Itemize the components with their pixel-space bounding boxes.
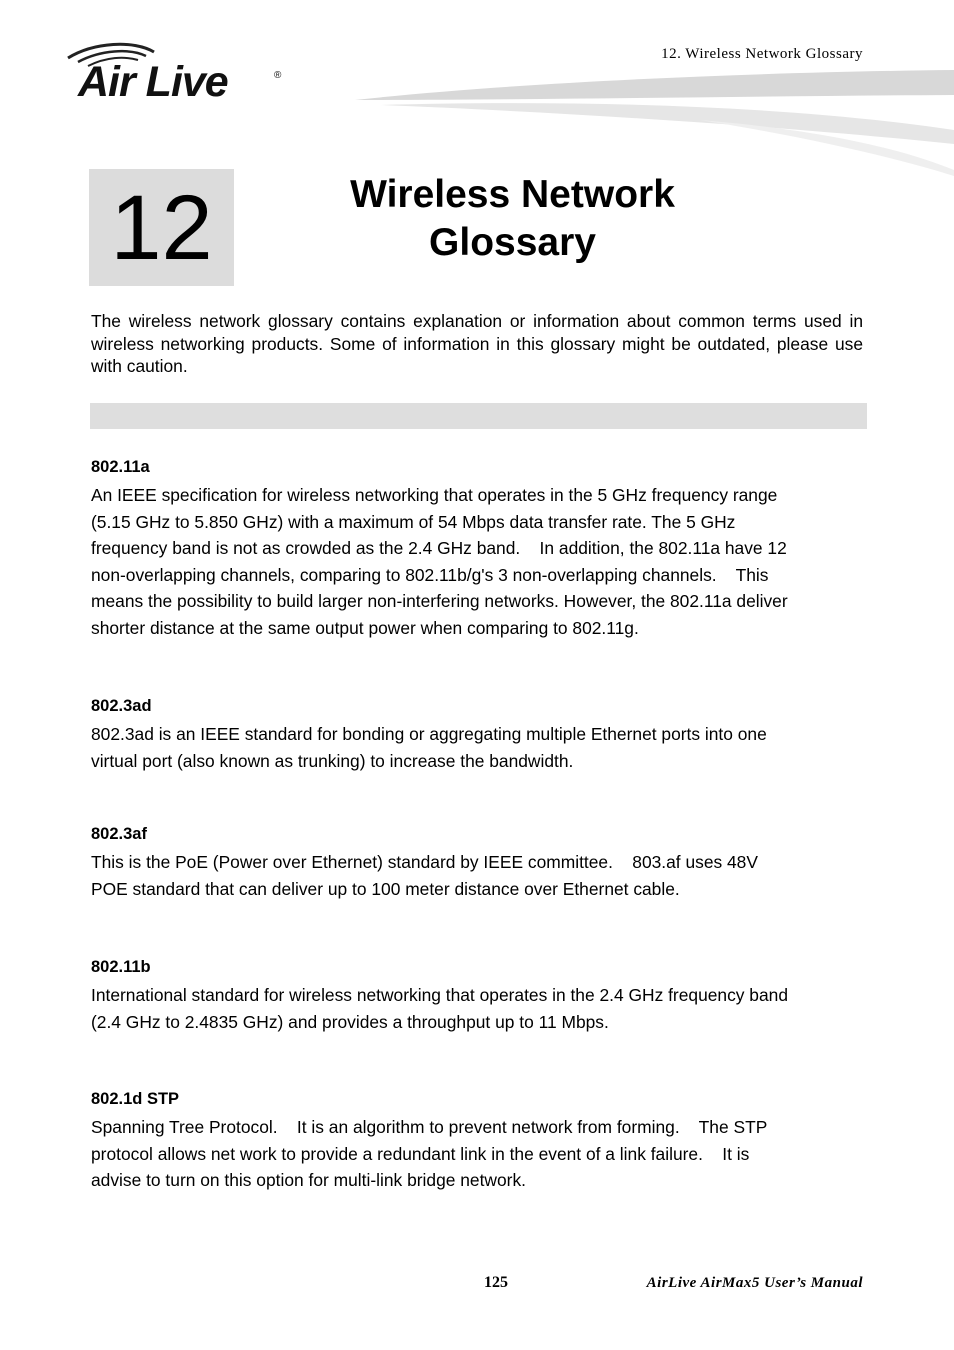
glossary-entry (91, 695, 881, 774)
chapter-number: 12 (110, 176, 213, 279)
airlive-logo (62, 40, 292, 106)
glossary-definition: An IEEE specification for wireless networking that operates in the 5 GHz frequency range (5.15 GHz to 5.850 GHz) with a maximum of 54 Mbps data transfer rate. The 5 GHz frequency band is not as crowded as the 2.4 GHz band. In addition, the 802.11a have 12 non-overlapping channels, comparing to 802.11b/g's 3 non-overlapping channels. This means the possibility to build larger non-interfering networks. However, the 802.11a deliver shorter distance at the same output power when comparing to 802.11g. (91, 485, 788, 638)
glossary-term: 802.11b (91, 958, 151, 976)
glossary-term: 802.3af (91, 825, 147, 843)
glossary-term: 802.1d STP (91, 1090, 180, 1108)
logo-text: Air Live (78, 58, 228, 106)
glossary-definition: 802.3ad is an IEEE standard for bonding or aggregating multiple Ethernet ports into one virtual port (also known as trunking) to increase the bandwidth. (91, 724, 767, 771)
page-number: 125 (484, 1274, 508, 1291)
registered-mark: ® (274, 70, 282, 81)
glossary-definition: Spanning Tree Protocol. It is an algorithm to prevent network from forming. The STP protocol allows net work to provide a redundant link in the event of a link failure. It is advise to turn on this option for multi-link bridge network. (91, 1117, 768, 1190)
glossary-entry (91, 456, 881, 641)
glossary-entry (91, 823, 881, 902)
glossary-definition: International standard for wireless networking that operates in the 2.4 GHz frequency band (2.4 GHz to 2.4835 GHz) and provides a throughput up to 11 Mbps. (91, 985, 788, 1032)
glossary-entry (91, 956, 881, 1035)
glossary-entry (91, 1088, 881, 1194)
intro-paragraph: The wireless network glossary contains explanation or information about common terms used in wireless networking products. Some of information in this glossary might be outdated, please use with caution. (91, 311, 863, 376)
glossary-term: 802.11a (91, 458, 150, 476)
section-divider-bar (90, 403, 867, 429)
chapter-title: Wireless Network Glossary (350, 173, 675, 264)
glossary-term: 802.3ad (91, 697, 152, 715)
manual-title: AirLive AirMax5 User’s Manual (646, 1275, 863, 1291)
chapter-number-box (89, 169, 234, 286)
glossary-definition: This is the PoE (Power over Ethernet) standard by IEEE committee. 803.af uses 48V POE standard that can deliver up to 100 meter distance over Ethernet cable. (91, 852, 758, 899)
header-chapter-label: 12. Wireless Network Glossary (661, 46, 863, 62)
